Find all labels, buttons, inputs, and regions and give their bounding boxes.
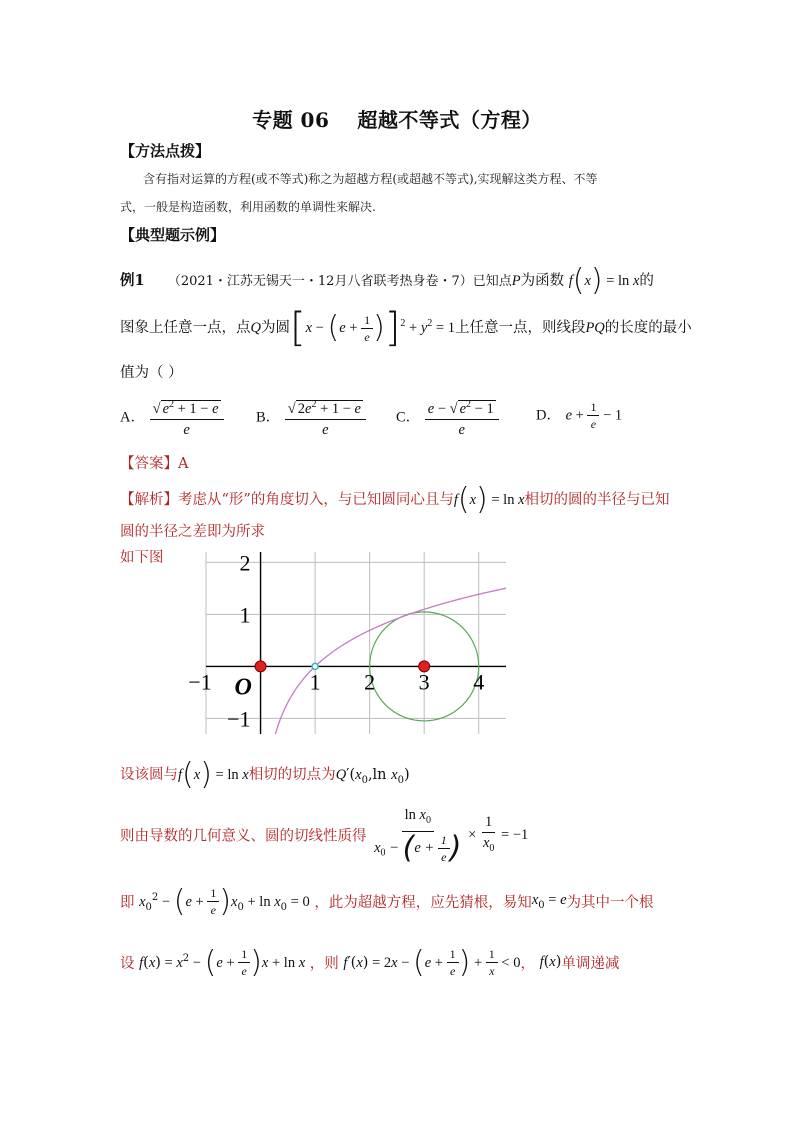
option-c-label: C．: [396, 409, 421, 426]
tangent-text-2: 相切的切点为: [248, 767, 336, 783]
title-topic-number: 专题 06: [252, 108, 330, 132]
tangent-line: 设该圆与f(x) = ln x相切的切点为$Q'(x_0,\ln$ $x_0$): [120, 757, 410, 792]
derivative-text: 则由导数的几何意义、圆的切线性质得: [120, 828, 367, 845]
example-source: （2021・江苏无锡天一・12月八省联考热身卷・7）已知点: [167, 274, 512, 289]
method-line-2: 式，一般是构造函数，利用函数的单调性来解决.: [120, 200, 376, 214]
example-line2-tail: 的长度的最小: [604, 320, 692, 336]
option-b: B． $\frac{√ 2e^2 + 1 - e}{e}$: [256, 396, 366, 439]
example-func-text: 为函数: [520, 273, 565, 289]
red-point: [255, 661, 266, 672]
example-line-1: 例1 （2021・江苏无锡天一・12月八省联考热身卷・7）已知点P为函数 f(x) = ln x的: [120, 263, 654, 298]
answer-label: 【答案】: [120, 456, 178, 472]
analysis-line-1: 【解析】考虑从“形”的角度切入，与已知圆同心且与f(x) = ln x相切的圆的半径与已知: [120, 482, 670, 517]
example-line2-mid: 为圆: [260, 320, 290, 336]
example-line-3: 值为（ ）: [120, 365, 183, 381]
set-text-2: ，则: [309, 956, 339, 972]
analysis-line-3: 如下图: [120, 550, 164, 566]
set-text-4: 单调递减: [561, 956, 620, 972]
equation-text-1: 即: [120, 895, 135, 911]
analysis-quote: “形”: [221, 492, 251, 508]
x-tick-label: 3: [418, 669, 430, 695]
equation-text-3: 为其中一个根: [566, 895, 654, 911]
tangent-text-1: 设该圆与: [120, 767, 178, 783]
examples-heading: 【典型题示例】: [120, 226, 226, 244]
example-line-2: 图象上任意一点，点Q为圆[x − (e + $\frac{1}{e}$ )]$^2 + y^2 = 1$上任意一点，则线段PQ的长度的最小: [120, 305, 692, 351]
page-title: [0, 104, 794, 133]
analysis-line-2: 圆的半径之差即为所求: [120, 524, 265, 540]
option-c: C． $\frac{e - √ e^2 - 1}{e}$: [396, 396, 499, 439]
x-tick-label: 4: [473, 669, 485, 695]
ln-curve: [275, 588, 506, 734]
answer-value: A: [178, 456, 189, 472]
option-d: D． e + $\frac{1}{e}$ − 1: [536, 400, 623, 431]
analysis-label: 【解析】: [120, 492, 178, 508]
answer-line: [120, 452, 188, 473]
set-text-3: ，: [520, 956, 535, 972]
example-line2-start: 图象上任意一点，点: [120, 320, 251, 336]
equation-line: 即 $x_0^2 - (e$ + $\frac{1}{e}$ )$x_0 + \ln x_0 = 0$ ，此为超越方程，应先猜根，易知$x_0 = e$为其中一个根: [120, 883, 654, 919]
origin-label: O: [234, 674, 252, 701]
y-tick-label: 1: [239, 602, 251, 628]
method-heading: 【方法点拨】: [120, 142, 211, 160]
ln-circle-figure: [188, 548, 512, 738]
set-function-line: 设 $f(x) = x^2 - (e$ + $\frac{1}{e}$ )x + ln x ，则 f′(x) = 2x − (e + $\frac{1}{e}$ ) + $\frac{1}{x}$ < 0， f(x)单调递减: [120, 944, 620, 980]
y-tick-label: 2: [239, 550, 251, 576]
title-topic-name: 超越不等式（方程）: [357, 108, 542, 132]
y-tick-label: −1: [227, 706, 251, 732]
analysis-text-3: 相切的圆的半径与已知: [524, 492, 670, 508]
option-a-label: A．: [120, 409, 145, 426]
equation-text-2: ，此为超越方程，应先猜根，易知: [314, 895, 532, 911]
analysis-text-1: 考虑从: [178, 492, 222, 508]
x-tick-label: 1: [309, 669, 321, 695]
analysis-text-2: 的角度切入，与已知圆同心且与: [250, 492, 454, 508]
method-line-1: 含有指对运算的方程(或不等式)称之为超越方程(或超越不等式),实现解这类方程、不等: [143, 172, 598, 186]
derivative-line: 则由导数的几何意义、圆的切线性质得 $\ln x_0$ $x_0 - (e$ + $\frac{1}{e}$ ) × $\frac{1}{x_0}$ = −1: [120, 807, 529, 866]
option-d-label: D．: [536, 407, 561, 424]
example-line2-end: 上任意一点，则线段: [454, 320, 586, 336]
x-tick-label: −1: [188, 669, 212, 695]
option-b-label: B．: [256, 409, 281, 426]
option-a: A． $\frac{√ e^2 + 1 - e}{e}$: [120, 396, 224, 439]
example-label: 例1: [120, 272, 145, 289]
x-tick-label: 2: [364, 669, 376, 695]
set-text-1: 设: [120, 956, 135, 972]
